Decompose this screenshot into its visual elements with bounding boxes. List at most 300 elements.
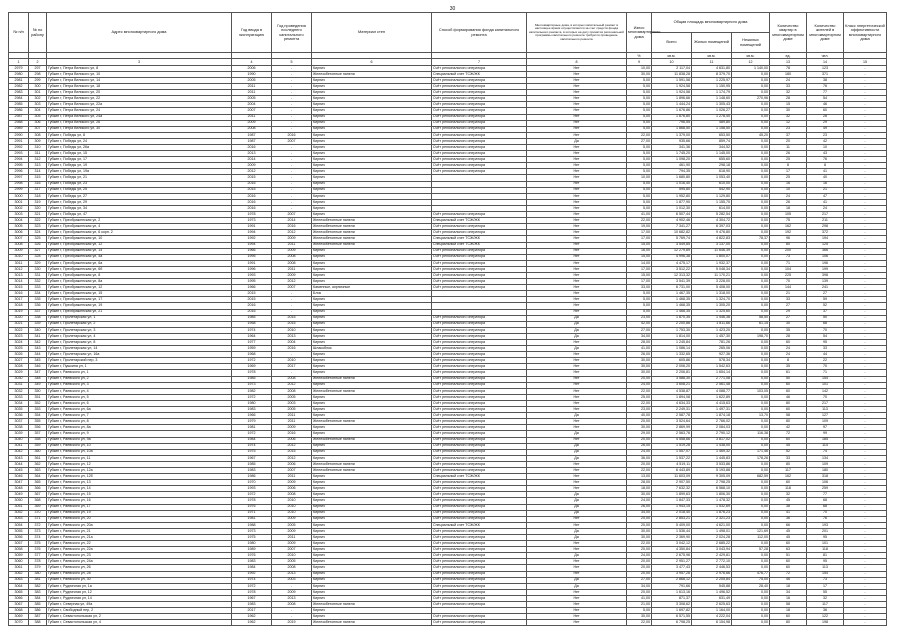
cell-address: Губкин г, Преображенская ул, 12 xyxy=(47,285,232,291)
cell-year-commission: 1964 xyxy=(232,333,272,339)
cell-area-total: 10 682,82 xyxy=(652,230,692,236)
cell-year-repair: 2013 xyxy=(272,571,312,577)
cell-n-district: 347 xyxy=(29,370,47,376)
cell-wear: 36,00 xyxy=(627,455,652,461)
cell-under-repair: Да xyxy=(527,431,627,437)
cell-residents: 185 xyxy=(807,437,844,443)
unit-cell: % xyxy=(627,53,652,59)
cell-under-repair: Да xyxy=(527,504,627,510)
cell-address: Губкин г, Пролетарский пер, 3 xyxy=(47,358,232,364)
cell-area-living: 1 445,83 xyxy=(692,455,732,461)
cell-year-repair: 2010 xyxy=(272,504,312,510)
cell-area-living: 1 532,69 xyxy=(692,504,732,510)
cell-fund-method: Счёт регионального оператора xyxy=(432,279,527,285)
cell-year-repair: - xyxy=(272,108,312,114)
cell-under-repair: Нет xyxy=(527,407,627,413)
cell-address: Губкин г, Раевского ул, 21 xyxy=(47,528,232,534)
cell-wear: 20,00 xyxy=(627,547,652,553)
cell-residents: 142 xyxy=(807,388,844,394)
cell-wall-material: Кирпич xyxy=(312,266,432,272)
cell-under-repair: Нет xyxy=(527,394,627,400)
cell-energy-class: - xyxy=(844,321,887,327)
cell-year-repair: - xyxy=(272,175,312,181)
cell-under-repair: Да xyxy=(527,492,627,498)
cell-under-repair: Нет xyxy=(527,467,627,473)
cell-fund-method: Счёт регионального оператора xyxy=(432,327,527,333)
cell-energy-class: - xyxy=(844,358,887,364)
cell-area-living: 1 164,00 xyxy=(692,608,732,614)
cell-n-district: 303 xyxy=(29,102,47,108)
cell-address: Губкин г, Победы ул, 17 xyxy=(47,157,232,163)
cell-area-living: 3 817,02 xyxy=(692,437,732,443)
cell-area-total: 2 868,12 xyxy=(652,577,692,583)
cell-wear: 17,00 xyxy=(627,266,652,272)
unit-cell: чел. xyxy=(807,53,844,59)
cell-wear: 20,00 xyxy=(627,565,652,571)
cell-fund-method: Специальный счет ТСЖ/ЖК xyxy=(432,71,527,77)
cell-n-district: 300 xyxy=(29,84,47,90)
cell-year-commission: 1976 xyxy=(232,553,272,559)
cell-wear: 33,00 xyxy=(627,285,652,291)
cell-wear: 20,00 xyxy=(627,437,652,443)
cell-wall-material: Кирпич xyxy=(312,138,432,144)
cell-area-nonliving: 0,00 xyxy=(732,157,770,163)
cell-energy-class: - xyxy=(844,285,887,291)
cell-wall-material: Кирпич xyxy=(312,333,432,339)
cell-fund-method: Счёт регионального оператора xyxy=(432,419,527,425)
cell-under-repair: Нет xyxy=(527,224,627,230)
cell-under-repair: Нет xyxy=(527,285,627,291)
cell-wall-material: Кирпич xyxy=(312,132,432,138)
cell-wear: 5,00 xyxy=(627,120,652,126)
cell-area-nonliving: 0,00 xyxy=(732,224,770,230)
cell-energy-class: - xyxy=(844,218,887,224)
unit-cell: кв.м. xyxy=(692,53,732,59)
cell-area-nonliving: 116,38 xyxy=(732,431,770,437)
cell-wear: 5,00 xyxy=(627,157,652,163)
cell-fund-method: Счёт регионального оператора xyxy=(432,352,527,358)
cell-flats: 35 xyxy=(770,327,807,333)
cell-flats: 24 xyxy=(770,346,807,352)
cell-area-nonliving: 0,00 xyxy=(732,382,770,388)
header-n: № п/п xyxy=(9,13,29,53)
cell-wear: 22,00 xyxy=(627,467,652,473)
cell-n: 3056 xyxy=(9,535,29,541)
cell-wear: 5,00 xyxy=(627,181,652,187)
cell-fund-method: Счёт регионального оператора xyxy=(432,620,527,626)
cell-area-total: 12 313,32 xyxy=(652,272,692,278)
cell-n-district: 367 xyxy=(29,492,47,498)
column-number-cell: 5 xyxy=(272,59,312,65)
cell-year-repair: 2012 xyxy=(272,279,312,285)
cell-energy-class: - xyxy=(844,77,887,83)
header-area-living: Жилых помещений xyxy=(692,33,732,53)
cell-fund-method: Счёт регионального оператора xyxy=(432,388,527,394)
cell-energy-class: - xyxy=(844,272,887,278)
cell-flats: 21 xyxy=(770,291,807,297)
cell-year-commission: 1985 xyxy=(232,461,272,467)
cell-year-repair: 2011 xyxy=(272,474,312,480)
cell-area-living: 1 150,95 xyxy=(692,84,732,90)
cell-year-commission: 1973 xyxy=(232,218,272,224)
header-energy-class: Класс энергетической эффективности многоквартирного дома xyxy=(844,13,887,53)
column-number-cell: 7 xyxy=(432,59,527,65)
cell-n-district: 325 xyxy=(29,236,47,242)
cell-year-repair: 2009 xyxy=(272,425,312,431)
cell-area-total: 3 042,12 xyxy=(652,541,692,547)
cell-year-commission: 2015 xyxy=(232,297,272,303)
cell-n-district: 354 xyxy=(29,413,47,419)
cell-n-district: 328 xyxy=(29,254,47,260)
cell-under-repair: Нет xyxy=(527,595,627,601)
cell-address: Губкин г, Победы ул, 29 xyxy=(47,199,232,205)
cell-flats: 32 xyxy=(770,492,807,498)
cell-area-total: 1 899,63 xyxy=(652,492,692,498)
cell-area-living: 4 822,83 xyxy=(692,236,732,242)
cell-year-repair: 2011 xyxy=(272,413,312,419)
cell-n-district: 320 xyxy=(29,205,47,211)
cell-year-repair: - xyxy=(272,291,312,297)
cell-fund-method: Счёт регионального оператора xyxy=(432,90,527,96)
cell-under-repair: Нет xyxy=(527,248,627,254)
cell-address: Губкин г, Петра Великого ул, 18 xyxy=(47,84,232,90)
cell-n: 2984 xyxy=(9,96,29,102)
cell-wall-material: Кирпич xyxy=(312,212,432,218)
cell-area-total: 2 907,50 xyxy=(652,480,692,486)
cell-area-living: 610,00 xyxy=(692,181,732,187)
cell-n: 3029 xyxy=(9,370,29,376)
cell-wear: 17,00 xyxy=(627,230,652,236)
cell-n-district: 329 xyxy=(29,260,47,266)
cell-under-repair: Нет xyxy=(527,370,627,376)
cell-wall-material: Железобетонные панели xyxy=(312,236,432,242)
cell-area-living: 542,90 xyxy=(692,187,732,193)
cell-area-living: 5 193,88 xyxy=(692,467,732,473)
cell-energy-class: - xyxy=(844,169,887,175)
cell-energy-class: - xyxy=(844,315,887,321)
cell-area-living: 1 542,63 xyxy=(692,364,732,370)
cell-wall-material: Кирпич xyxy=(312,541,432,547)
cell-area-nonliving: 476,77 xyxy=(732,571,770,577)
cell-area-living: 1 318,00 xyxy=(692,291,732,297)
cell-area-total: 3 549,85 xyxy=(652,242,692,248)
cell-energy-class: - xyxy=(844,266,887,272)
cell-wear: 5,00 xyxy=(627,193,652,199)
cell-wear: 5,00 xyxy=(627,303,652,309)
cell-wall-material: Кирпич xyxy=(312,303,432,309)
cell-n-district: 309 xyxy=(29,138,47,144)
cell-fund-method: Счёт регионального оператора xyxy=(432,260,527,266)
cell-wear: 26,00 xyxy=(627,352,652,358)
cell-fund-method: Счёт регионального оператора xyxy=(432,614,527,620)
cell-area-nonliving: 57,28 xyxy=(732,547,770,553)
cell-n: 2988 xyxy=(9,120,29,126)
cell-area-total: 935,66 xyxy=(652,138,692,144)
cell-energy-class: - xyxy=(844,157,887,163)
cell-wall-material: Кирпич xyxy=(312,358,432,364)
cell-n: 3017 xyxy=(9,297,29,303)
cell-area-living: 1 498,01 xyxy=(692,528,732,534)
cell-n: 3058 xyxy=(9,547,29,553)
cell-year-commission: 2015 xyxy=(232,187,272,193)
cell-wall-material: Кирпич xyxy=(312,474,432,480)
cell-residents: 73 xyxy=(807,577,844,583)
cell-address: Губкин г, Раевского ул, 9 xyxy=(47,431,232,437)
cell-wear: 5,00 xyxy=(627,205,652,211)
cell-wall-material: Железобетонные панели xyxy=(312,71,432,77)
cell-year-commission: 1971 xyxy=(232,510,272,516)
cell-wall-material: Кирпич xyxy=(312,492,432,498)
cell-year-repair: 2015 xyxy=(272,321,312,327)
cell-area-living: 3 137,00 xyxy=(692,242,732,248)
cell-area-total: 6 443,89 xyxy=(652,467,692,473)
cell-year-commission: 1975 xyxy=(232,535,272,541)
page-number: 30 xyxy=(449,6,456,12)
cell-area-living: 2 561,48 xyxy=(692,382,732,388)
cell-area-living: 11 646,39 xyxy=(692,248,732,254)
cell-address: Губкин г, Свободный пер, 2 xyxy=(47,608,232,614)
cell-wear: 30,00 xyxy=(627,614,652,620)
unit-cell: ед. xyxy=(770,53,807,59)
cell-n-district: 318 xyxy=(29,193,47,199)
cell-area-nonliving: 0,00 xyxy=(732,522,770,528)
cell-energy-class: - xyxy=(844,346,887,352)
cell-n-district: 305 xyxy=(29,114,47,120)
cell-flats: 35 xyxy=(770,364,807,370)
cell-n-district: 334 xyxy=(29,291,47,297)
cell-wall-material: Кирпич xyxy=(312,571,432,577)
cell-wall-material: Железобетонные панели xyxy=(312,230,432,236)
cell-year-repair: 2008 xyxy=(272,565,312,571)
header-area-nonliving: Нежилых помещений xyxy=(732,33,770,53)
cell-n: 3026 xyxy=(9,352,29,358)
cell-n-district: 313 xyxy=(29,163,47,169)
cell-n-district: 373 xyxy=(29,528,47,534)
cell-wall-material: Кирпич xyxy=(312,559,432,565)
cell-n-district: 356 xyxy=(29,425,47,431)
cell-n: 2990 xyxy=(9,132,29,138)
cell-area-nonliving: 0,00 xyxy=(732,425,770,431)
cell-area-living: 1 622,89 xyxy=(692,394,732,400)
cell-fund-method: Счёт регионального оператора xyxy=(432,346,527,352)
cell-n-district: 322 xyxy=(29,218,47,224)
cell-address: Губкин г, Раевского ул, 9а xyxy=(47,437,232,443)
cell-n: 3059 xyxy=(9,553,29,559)
cell-wear: 15,00 xyxy=(627,272,652,278)
cell-wear: 21,00 xyxy=(627,602,652,608)
cell-under-repair: Нет xyxy=(527,181,627,187)
cell-under-repair: Нет xyxy=(527,163,627,169)
cell-year-commission: 1981 xyxy=(232,516,272,522)
cell-address: Губкин г, Преображенская ул, 6 корп. 2 xyxy=(47,230,232,236)
cell-under-repair: Нет xyxy=(527,565,627,571)
cell-year-commission: 2016 xyxy=(232,199,272,205)
cell-fund-method: Счёт регионального оператора xyxy=(432,126,527,132)
cell-energy-class: - xyxy=(844,437,887,443)
cell-n-district: 386 xyxy=(29,608,47,614)
cell-fund-method: Счёт регионального оператора xyxy=(432,602,527,608)
cell-area-nonliving: 0,00 xyxy=(732,163,770,169)
cell-wear: 15,00 xyxy=(627,254,652,260)
cell-fund-method: Счёт регионального оператора xyxy=(432,382,527,388)
cell-fund-method: Счёт регионального оператора xyxy=(432,132,527,138)
cell-year-repair: 2003 xyxy=(272,577,312,583)
cell-year-repair: - xyxy=(272,297,312,303)
cell-year-commission: 2016 xyxy=(232,309,272,315)
cell-n: 3060 xyxy=(9,559,29,565)
cell-wall-material: Кирпич xyxy=(312,102,432,108)
cell-area-living: 1 438,00 xyxy=(692,443,732,449)
cell-wall-material: Кирпич xyxy=(312,145,432,151)
cell-wear: 5,00 xyxy=(627,199,652,205)
cell-address: Губкин г, Петра Великого ул, 20 xyxy=(47,90,232,96)
cell-area-nonliving: 75,00 xyxy=(732,577,770,583)
cell-n: 3027 xyxy=(9,358,29,364)
cell-area-living: 1 305,20 xyxy=(692,303,732,309)
cell-residents: 55 xyxy=(807,589,844,595)
cell-fund-method: Счёт регионального оператора xyxy=(432,547,527,553)
cell-year-repair: - xyxy=(272,126,312,132)
cell-wear: 17,00 xyxy=(627,279,652,285)
cell-n-district: 317 xyxy=(29,187,47,193)
cell-area-total: 3 541,39 xyxy=(652,279,692,285)
column-number-cell: 12 xyxy=(732,59,770,65)
cell-area-nonliving: 61,15 xyxy=(732,321,770,327)
cell-residents: 70 xyxy=(807,364,844,370)
cell-fund-method: Счёт регионального оператора xyxy=(432,169,527,175)
cell-year-repair: 2012 xyxy=(272,382,312,388)
cell-wear: 40,00 xyxy=(627,413,652,419)
cell-n: 3030 xyxy=(9,376,29,382)
cell-area-nonliving: 0,00 xyxy=(732,297,770,303)
cell-under-repair: Нет xyxy=(527,108,627,114)
cell-fund-method: Счёт регионального оператора xyxy=(432,376,527,382)
cell-energy-class: - xyxy=(844,461,887,467)
cell-area-total: 796,55 xyxy=(652,120,692,126)
cell-under-repair: Нет xyxy=(527,77,627,83)
cell-address: Губкин г, Раевского ул, 7 xyxy=(47,413,232,419)
cell-address: Губкин г, Преображенская ул, 8 xyxy=(47,272,232,278)
cell-energy-class: - xyxy=(844,419,887,425)
cell-wear: 10,00 xyxy=(627,175,652,181)
cell-fund-method: Счёт регионального оператора xyxy=(432,120,527,126)
cell-fund-method: Счёт регионального оператора xyxy=(432,492,527,498)
cell-year-repair: 2009 xyxy=(272,589,312,595)
cell-address: Губкин г, Севастопольская ул, 4 xyxy=(47,620,232,626)
cell-under-repair: Нет xyxy=(527,364,627,370)
cell-area-nonliving: 0,00 xyxy=(732,71,770,77)
cell-year-commission: 1992 xyxy=(232,571,272,577)
cell-year-repair: - xyxy=(272,145,312,151)
cell-residents: 109 xyxy=(807,419,844,425)
cell-area-living: 6 397,03 xyxy=(692,224,732,230)
cell-area-living: 1 446,38 xyxy=(692,315,732,321)
cell-energy-class: - xyxy=(844,254,887,260)
cell-area-nonliving: 0,00 xyxy=(732,595,770,601)
cell-year-commission: 1983 xyxy=(232,467,272,473)
cell-n-district: 321 xyxy=(29,212,47,218)
cell-n-district: 366 xyxy=(29,486,47,492)
cell-area-nonliving: 0,00 xyxy=(732,248,770,254)
cell-fund-method: Счёт регионального оператора xyxy=(432,425,527,431)
cell-year-repair: 2007 xyxy=(272,212,312,218)
cell-fund-method: Счёт регионального оператора xyxy=(432,151,527,157)
cell-area-living: 489,80 xyxy=(692,120,732,126)
cell-wall-material: Кирпич xyxy=(312,248,432,254)
cell-fund-method: Счёт регионального оператора xyxy=(432,504,527,510)
cell-year-commission: 1983 xyxy=(232,602,272,608)
cell-wear: 5,00 xyxy=(627,297,652,303)
cell-n: 3015 xyxy=(9,285,29,291)
cell-year-repair: 2017 xyxy=(272,364,312,370)
cell-area-living: 1 053,40 xyxy=(692,175,732,181)
cell-residents: 99 xyxy=(807,431,844,437)
cell-fund-method: Счёт регионального оператора xyxy=(432,285,527,291)
cell-flats: 24 xyxy=(770,77,807,83)
cell-under-repair: Да xyxy=(527,346,627,352)
cell-wear: 22,00 xyxy=(627,541,652,547)
cell-area-nonliving: 0,00 xyxy=(732,169,770,175)
cell-energy-class: - xyxy=(844,199,887,205)
cell-under-repair: Нет xyxy=(527,352,627,358)
cell-year-commission: 1987 xyxy=(232,132,272,138)
cell-energy-class: - xyxy=(844,212,887,218)
cell-area-nonliving: 0,00 xyxy=(732,492,770,498)
cell-residents: 77 xyxy=(807,90,844,96)
cell-wear: 24,00 xyxy=(627,553,652,559)
cell-n: 3037 xyxy=(9,419,29,425)
cell-area-living: 2 976,66 xyxy=(692,571,732,577)
cell-flats: 162 xyxy=(770,474,807,480)
cell-area-living: 9 305,09 xyxy=(692,474,732,480)
cell-flats: 18 xyxy=(770,205,807,211)
cell-under-repair: Нет xyxy=(527,126,627,132)
cell-fund-method: Счёт регионального оператора xyxy=(432,212,527,218)
cell-energy-class: - xyxy=(844,126,887,132)
cell-under-repair: Нет xyxy=(527,437,627,443)
cell-n-district: 372 xyxy=(29,522,47,528)
cell-flats: 60 xyxy=(770,407,807,413)
cell-wall-material: Кирпич xyxy=(312,577,432,583)
cell-energy-class: - xyxy=(844,553,887,559)
table-header xyxy=(9,13,887,66)
cell-n: 3040 xyxy=(9,437,29,443)
cell-wear: 20,00 xyxy=(627,376,652,382)
cell-wall-material: Кирпич xyxy=(312,413,432,419)
cell-wall-material: Железобетонные панели xyxy=(312,461,432,467)
cell-area-living: 4 631,80 xyxy=(692,65,732,71)
cell-wear: 28,00 xyxy=(627,340,652,346)
cell-wall-material: Кирпич xyxy=(312,65,432,71)
cell-fund-method: Счёт регионального оператора xyxy=(432,589,527,595)
cell-energy-class: - xyxy=(844,132,887,138)
cell-n: 3061 xyxy=(9,565,29,571)
cell-flats: 28 xyxy=(770,96,807,102)
cell-n-district: 319 xyxy=(29,199,47,205)
cell-n-district: 361 xyxy=(29,455,47,461)
cell-area-nonliving: 0,00 xyxy=(732,467,770,473)
cell-under-repair: Нет xyxy=(527,547,627,553)
cell-area-nonliving: 0,00 xyxy=(732,230,770,236)
cell-energy-class: - xyxy=(844,467,887,473)
cell-wall-material: Кирпич xyxy=(312,614,432,620)
cell-wear: 28,00 xyxy=(627,480,652,486)
cell-wall-material: Кирпич xyxy=(312,126,432,132)
cell-address: Губкин г, Раевского ул, 2 xyxy=(47,376,232,382)
cell-area-living: 2 321,23 xyxy=(692,516,732,522)
cell-residents: 68 xyxy=(807,321,844,327)
cell-energy-class: - xyxy=(844,388,887,394)
